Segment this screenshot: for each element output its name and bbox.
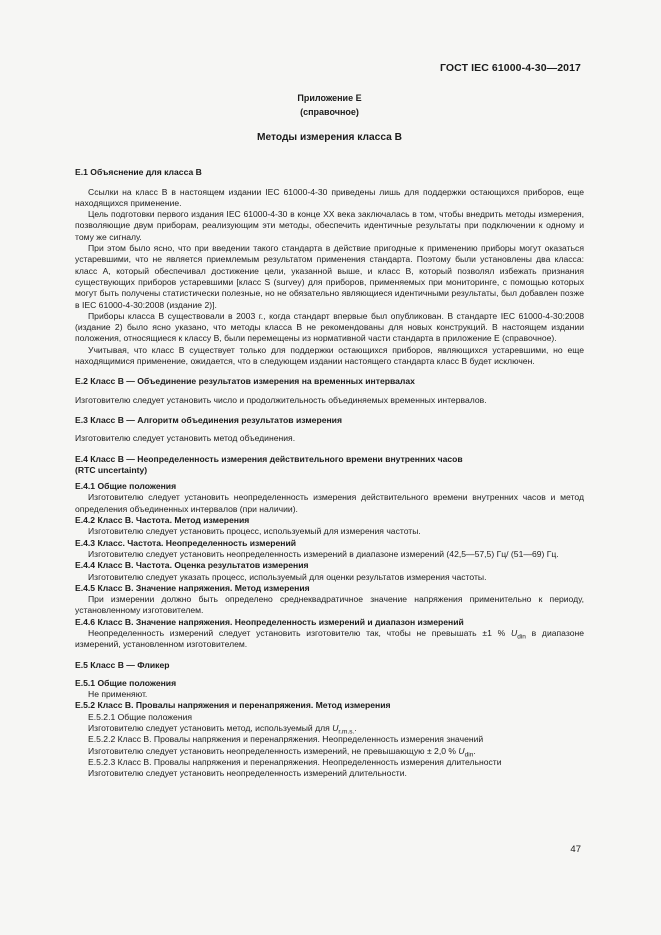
subsection-heading: Е.4.4 Класс В. Частота. Оценка результатов измерения [75, 560, 309, 571]
section-e5-heading: Е.5 Класс В — Фликер [75, 659, 170, 670]
paragraph: Ссылки на класс В в настоящем издании IEC 61000-4-30 приведены лишь для поддержки остающихся приборов, еще находящихся применение. [75, 186, 584, 208]
annex-type: (справочное) [300, 107, 359, 117]
subsection-heading: Е.4.5 Класс В. Значение напряжения. Метод измерения [75, 582, 310, 593]
paragraph: Учитывая, что класс В существует только для поддержки остающихся приборов, являющихся устаревшими, но еще находящимися применение, ожидается, что в следующем издании настоящего стандарта класс В будет исключен. [75, 344, 584, 367]
section-e3-heading: Е.3 Класс В — Алгоритм объединения результатов измерения [75, 414, 342, 425]
clause-heading: Е.5.2.2 Класс В. Провалы напряжения и перенапряжения. Неопределенность измерения значений [88, 734, 484, 745]
paragraph: Изготовителю следует установить неопределенность измерений длительности. [88, 768, 407, 779]
paragraph: При этом было ясно, что при введении такого стандарта в действие пригодные к применению приборы могут оказаться устаревшими, что не является приемлемым результатом применения стандарта. Поэтому были установлены два класса: класс А, который обеспечивал достижение цели, указанной выше, и класс В, который позволял избежать признания существующих приборов устаревшими [класс S (survey) для приборов, применяемых при мониторинге, с помощью которых могут быть получены статистически полезные, но не обязательно являющиеся идентичными результаты, был добавлен позже в IEC 61000-4-30:2008 (издание 2)]. [75, 243, 584, 310]
paragraph: При измерении должно быть определено среднеквадратичное значение напряжения применительно к периоду, установленному изготовителем. [75, 594, 584, 616]
clause-heading: Е.5.2.1 Общие положения [88, 711, 193, 722]
subsection-heading: Е.5.1 Общие положения [75, 677, 177, 688]
subsection-heading: Е.4.3 Класс. Частота. Неопределенность измерений [75, 537, 297, 548]
paragraph: Изготовителю следует установить неопределенность измерения действительного времени внутренних часов и метод определения объединенных интервалов (при наличии). [75, 492, 584, 514]
subsection-heading: Е.4.6 Класс В. Значение напряжения. Неопределенность измерений и диапазон измерений [75, 616, 464, 627]
subsection-heading: Е.4.2 Класс В. Частота. Метод измерения [75, 515, 250, 526]
paragraph: Изготовителю следует установить число и продолжительность объединяемых временных интервалов. [75, 394, 487, 405]
paragraph: Изготовителю следует установить неопределенность измерений в диапазоне измерений (42,5—57,5) Гц/ (51—69) Гц. [88, 548, 559, 559]
clause-heading: Е.5.2.3 Класс В. Провалы напряжения и перенапряжения. Неопределенность измерения длительности [88, 756, 502, 767]
annex-label: Приложение Е [297, 93, 362, 103]
annex-title: Методы измерения класса В [257, 132, 402, 143]
paragraph: Изготовителю следует установить метод, используемый для $U_{r.m.s.}$. [88, 723, 357, 736]
section-e4-heading: Е.4 Класс В — Неопределенность измерения действительного времени внутренних часов [75, 453, 463, 464]
paragraph: Цель подготовки первого издания IEC 61000-4-30 в конце XX века заключалась в том, чтобы внедрить методы измерения, позволяющие двум приборам, реализующим эти методы, обеспечить идентичные результаты при подключении к одному и тому же сигналу. [75, 209, 584, 242]
section-e1-heading: Е.1 Объяснение для класса В [75, 167, 202, 178]
page-number: 47 [570, 844, 581, 855]
paragraph: Не применяют. [88, 689, 148, 700]
document-code: ГОСТ IEC 61000-4-30—2017 [439, 62, 581, 74]
paragraph: Изготовителю следует установить неопределенность измерений, не превышающую ± 2,0 % $U_{din}$. [88, 745, 476, 759]
paragraph: Приборы класса В существовали в 2003 г., когда стандарт впервые был опубликован. В стандарте IEC 61000-4-30:2008 (издание 2) было ясно указано, что методы класса В не рекомендованы для новых конструкций. В настоящем издании положения, относящиеся к классу В, были перемещены из нормативной части стандарта в приложение Е (справочное). [75, 310, 584, 344]
subsection-heading: Е.5.2 Класс В. Провалы напряжения и перенапряжения. Метод измерения [75, 700, 391, 711]
document-body [75, 90, 584, 780]
paragraph: Изготовителю следует указать процесс, используемый для оценки результатов измерения частоты. [88, 571, 487, 582]
paragraph: Неопределенность измерений следует установить изготовителю так, чтобы не превышать ±1 % $U_{din}$ в диапазоне измерений, установленном изготовителем. [75, 627, 585, 650]
section-e2-heading: Е.2 Класс В — Объединение результатов измерения на временных интервалах [75, 376, 415, 387]
section-e4-heading-cont: (RTC uncertainty) [75, 464, 148, 475]
subsection-heading: Е.4.1 Общие положения [75, 481, 177, 492]
paragraph: Изготовителю следует установить метод объединения. [75, 433, 296, 444]
paragraph: Изготовителю следует установить процесс, используемый для измерения частоты. [88, 526, 421, 537]
